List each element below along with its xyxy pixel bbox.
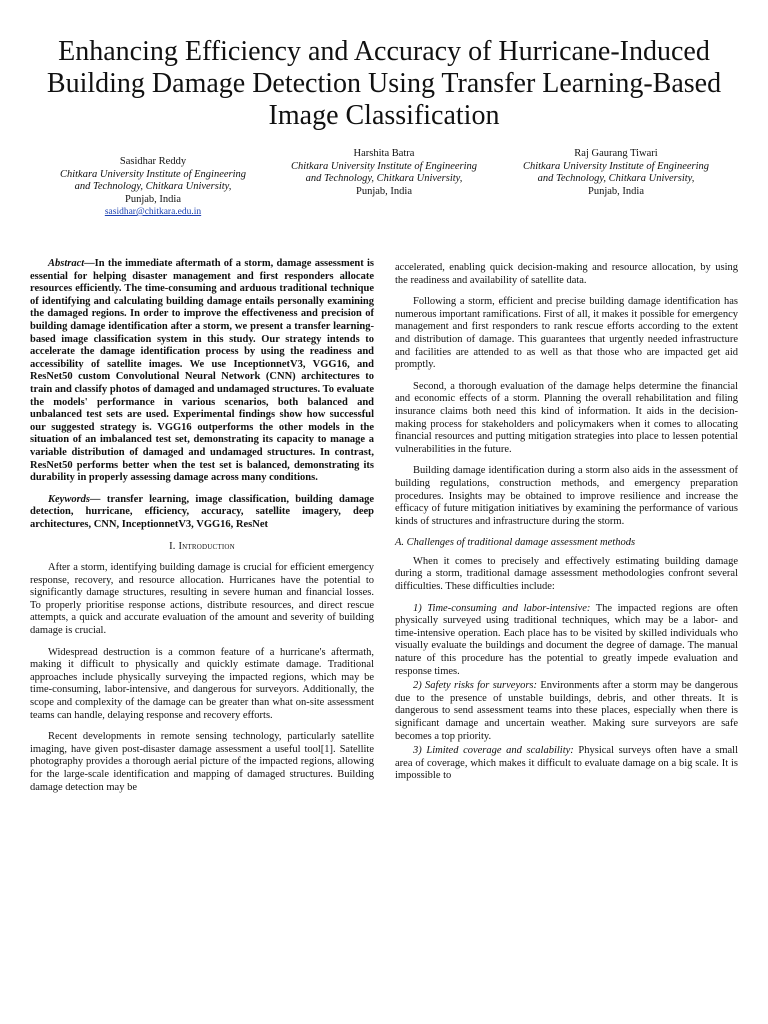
abstract	[30, 258, 374, 485]
continued-paragraph: accelerated, enabling quick decision-making and resource allocation, by using the readiness and availability of satellite data.	[395, 262, 738, 286]
author-affiliation: Chitkara University Institute of Engineering and Technology, Chitkara University,	[59, 168, 247, 192]
subsection-intro: When it comes to precisely and effectively estimating building damage during a storm, traditional damage assessment methodologies confront several difficulties. These difficulties include:	[395, 555, 738, 593]
author-location: Punjab, India	[356, 185, 412, 197]
section-title: Introduction	[178, 541, 235, 553]
challenge-item-1	[395, 603, 738, 679]
section-heading-introduction	[30, 541, 374, 554]
abstract-lead: Abstract	[48, 258, 85, 269]
author-location: Punjab, India	[588, 185, 644, 197]
challenge-text: The impacted regions are often physically surveyed using traditional techniques, which may be a labor- and time-intensive operation. Each place has to be visited by skilled individuals who visually evaluate the buildings and document the degree of damage. The manual nature of this procedure has the potential to greatly impede evaluation and response times.	[395, 602, 738, 677]
abstract-dash: —	[84, 258, 95, 269]
abstract-text: In the immediate aftermath of a storm, damage assessment is essential for helping disaster management and first responders allocate resources efficiently. The time-consuming and arduous traditional technique of identifying and calculating building damage entails personally examining the damaged regions. In order to improve the effectiveness and precision of building damage identification after a storm, we present a transfer learning-based image classification system in this study. Our strategy intends to accelerate the damage identification process by using the readiness and accessibility of satellite images. We use InceptionnetV3, VGG16, and ResNet50 custom Convolutional Neural Network (CNN) architectures to train and classify photos of damaged and undamaged structures. To evaluate the models' performance in various scenarios, both balanced and unbalanced test sets are used. Experimental findings show how successful our suggested strategy is. VGG16 outperforms the other models in the situation of an imbalanced test set, demonstrating its capacity to manage a variable distribution of damaged and undamaged structures. In contrast, ResNet50 performs better when the test set is balanced, demonstrating its durability in properly assessing damage across many conditions.	[30, 258, 374, 484]
author-location: Punjab, India	[125, 193, 181, 205]
keywords-lead: Keywords—	[48, 493, 101, 505]
paper-title: Enhancing Efficiency and Accuracy of Hurricane-Induced Building Damage Detection Using Transfer Learning-Based Image Classification	[46, 36, 722, 131]
author-1	[58, 156, 248, 219]
author-3	[521, 148, 711, 198]
subsection-heading-challenges: A. Challenges of traditional damage assessment methods	[395, 537, 636, 549]
author-name: Sasidhar Reddy	[119, 156, 187, 167]
section-number: I.	[169, 541, 179, 553]
body-paragraph-2: Second, a thorough evaluation of the damage helps determine the financial and economic effects of a storm. Planning the overall rehabilitation and filing insurance claims both need this kind of information. It aids in the decision-making process for stakeholders and policymakers when it comes to allocating financial resources and putting mitigation strategies into place to lessen potential vulnerabilities in the future.	[395, 380, 738, 455]
challenge-item-3	[395, 745, 738, 783]
intro-paragraph-2: Widespread destruction is a common feature of a hurricane's aftermath, making it difficult to physically and quickly estimate damage. Traditional approaches include physically surveying the impacted regions, which may be time-consuming, labor-intensive, and dangerous for surveyors. Additionally, the scope and complexity of the damage can be greater than what on-site assessment teams can handle, delaying response and recovery efforts.	[30, 646, 374, 721]
challenge-lead: 2) Safety risks for surveyors:	[413, 680, 538, 692]
body-paragraph-1: Following a storm, efficient and precise building damage identification has numerous important ramifications. First of all, it makes it possible for emergency management and first responders to rank rescue efforts according to the extent and distribution of damage. This guarantees that urgently needed infrastructure and facilities are attended to as well as that those who are impacted get aid promptly.	[395, 296, 738, 371]
intro-paragraph-1: After a storm, identifying building damage is crucial for efficient emergency response, recovery, and resource allocation. Hurricanes have the potential to significantly damage structures, resulting in severe human and financial losses. To properly prioritise response actions, distribute resources, and direct rescue attempts, a quick and accurate evaluation of the amount and severity of building damage is crucial.	[30, 562, 374, 637]
challenge-text: Environments after a storm may be dangerous due to the presence of unstable buildings, debris, and other threats. It is dangerous to send assessment teams into these places, especially when there is significant damage and uncertain weather. Making sure surveyors are safe becomes a top priority.	[395, 680, 738, 742]
left-column	[30, 258, 374, 803]
author-affiliation: Chitkara University Institute of Engineering and Technology, Chitkara University,	[522, 160, 710, 184]
author-name: Raj Gaurang Tiwari	[574, 148, 658, 159]
author-email-link[interactable]: sasidhar@chitkara.edu.in	[104, 207, 202, 217]
challenge-lead: 1) Time-consuming and labor-intensive:	[413, 602, 591, 614]
author-2	[289, 148, 479, 198]
intro-paragraph-3: Recent developments in remote sensing technology, particularly satellite imaging, have given post-disaster damage assessment a useful tool[1]. Satellite photography provides a thorough aerial picture of the impacted regions, allowing for the large-scale identification and mapping of damaged structures. Building damage detection may be	[30, 731, 374, 793]
challenge-text: Physical surveys often have a small area of coverage, which makes it difficult to evaluate damage on a big scale. It is impossible to	[395, 745, 738, 782]
author-name: Harshita Batra	[353, 148, 415, 159]
keywords-text: transfer learning, image classification, building damage detection, hurricane, efficiency, accuracy, satellite imagery, deep architectures, CNN, InceptionnetV3, VGG16, ResNet	[30, 493, 374, 530]
challenge-lead: 3) Limited coverage and scalability:	[413, 745, 574, 757]
body-paragraph-3: Building damage identification during a storm also aids in the assessment of building regulations, construction methods, and emergency preparation procedures. Insights may be obtained to improve resilience and increase the efficacy of future mitigation initiatives by examining the performance of various kinds of structures and infrastructure during the storm.	[395, 465, 738, 527]
challenge-item-2	[395, 680, 738, 743]
author-affiliation: Chitkara University Institute of Engineering and Technology, Chitkara University,	[290, 160, 478, 184]
keywords	[30, 494, 374, 532]
right-column	[395, 262, 738, 783]
